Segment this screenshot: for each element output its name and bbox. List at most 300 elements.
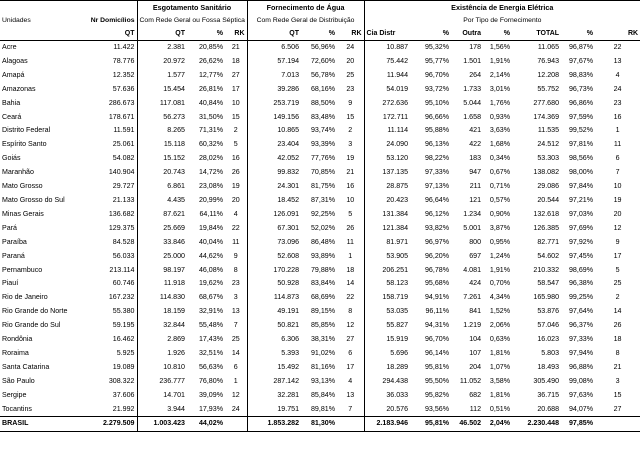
total-cell [337,417,364,432]
row-label: Pará [2,223,17,232]
table-cell: 52,02% [310,223,336,232]
table-cell: 1,56% [489,43,511,51]
table-cell: 3 [348,140,353,149]
table-cell: 96,20% [424,251,450,260]
table-cell: 421 [469,126,482,135]
table-cell: 96,11% [425,307,450,316]
row-label: Pernambuco [2,265,43,274]
subheader-row [0,15,640,27]
table-cell: 149.156 [247,111,301,125]
table-cell: 77,76% [310,154,336,163]
table-cell: 14 [346,279,355,288]
row-label: Piauí [2,279,19,288]
table-cell: 1.577 [137,69,187,83]
table-cell: 211 [469,182,482,191]
table-cell: 15.454 [137,83,187,97]
table-cell: 107 [469,348,482,357]
table-cell: 25 [613,279,622,288]
table-cell: 12,77% [198,70,223,79]
table-cell: 4 [233,209,238,218]
table-cell: 11.065 [537,43,560,51]
table-cell: 94,91% [424,293,450,302]
table-cell: 93,74% [310,126,336,135]
table-cell: 213.114 [109,265,135,274]
table-cell: 54.082 [112,154,135,163]
row-label: Amapá [2,70,25,79]
table-cell: 1,68% [489,140,511,149]
table-cell: 137.135 [364,166,410,180]
table-cell: 5 [233,140,238,149]
table-cell: 96,87% [568,43,594,51]
table-cell: 31,50% [198,112,223,121]
table-cell: 129.375 [108,223,135,232]
table-cell: 5.803 [541,348,560,357]
table-cell: 92,25% [310,209,336,218]
table-cell: 697 [469,251,482,260]
table-cell: 170.228 [247,264,301,278]
table-cell: 96,97% [424,237,450,246]
column-header-row [0,27,640,41]
table-cell: 15 [346,112,355,121]
table-cell: 286.673 [108,98,135,107]
table-cell: 20,99% [198,195,223,204]
table-cell: 23 [346,84,355,93]
table-cell: 96,66% [424,112,450,121]
table-cell: 0,51% [489,404,511,413]
table-cell: 1.219 [463,321,482,330]
table-cell: 20.688 [537,404,560,413]
table-cell: 57.046 [537,321,560,330]
table-cell: 73.096 [247,236,301,250]
table-cell: 1.926 [137,347,187,361]
table-cell: 12.208 [537,70,560,79]
table-row [0,250,640,264]
table-cell: 682 [469,390,482,399]
table-cell: 15 [231,112,240,121]
table-cell: 1.501 [463,56,482,65]
table-cell: 0,67% [489,168,511,177]
table-cell: 28,02% [198,154,223,163]
table-cell: 68,67% [198,293,223,302]
table-cell: 8 [233,265,238,274]
row-label: Rio de Janeiro [2,293,48,302]
table-cell: 15.919 [364,333,410,347]
table-cell: 11.052 [459,376,482,385]
table-cell: 20 [231,195,240,204]
table-cell: 800 [469,237,482,246]
table-cell: 93,39% [310,140,336,149]
table-cell: 56,78% [310,70,336,79]
table-cell: 24 [231,404,240,413]
table-cell: 236.777 [137,375,187,389]
table-cell: 97,33% [568,335,594,344]
table-cell: 96,88% [568,362,594,371]
table-cell: 71,31% [198,126,223,135]
table-cell: 98,56% [568,154,594,163]
table-cell: 99.832 [247,166,301,180]
table-cell: 36.715 [537,390,560,399]
table-row [0,305,640,319]
table-cell: 57.194 [247,55,301,69]
table-cell: 16 [231,154,240,163]
table-cell: 26,62% [198,56,223,65]
row-label: Rondônia [2,335,33,344]
agua-group-header: Fornecimento de Água [247,1,364,16]
table-cell: 20.972 [137,55,187,69]
table-cell: 97,92% [568,237,594,246]
table-cell: 87,31% [310,195,336,204]
table-cell: 42.052 [247,152,301,166]
table-cell: 178 [469,43,482,51]
table-cell: 26 [613,321,622,330]
table-cell: 121 [469,195,482,204]
table-cell: 11.918 [137,277,187,291]
row-label: Mato Grosso [2,182,43,191]
row-label: Minas Gerais [2,209,44,218]
table-row [0,264,640,278]
table-cell: 17,93% [198,404,223,413]
table-cell: 95,68% [424,279,450,288]
column-header: TOTAL [536,30,560,37]
table-cell: 96,86% [568,98,594,107]
table-cell: 15.492 [247,361,301,375]
table-cell: 1,52% [489,307,511,316]
column-header: RK [351,30,362,37]
table-cell: 23 [231,279,240,288]
table-cell: 10.810 [137,361,187,375]
table-cell: 24.301 [247,180,301,194]
table-cell: 18.493 [537,362,560,371]
table-row [0,403,640,417]
table-cell: 947 [469,168,482,177]
table-cell: 91,02% [310,348,336,357]
esgotamento-group-header: Esgotamento Sanitário [137,1,247,16]
table-cell: 3 [615,376,620,385]
table-cell: 4.435 [137,194,187,208]
row-label: Rio Grande do Sul [2,321,61,330]
table-cell: 16.462 [112,335,135,344]
table-cell: 98,22% [424,154,450,163]
table-cell: 99,08% [568,376,594,385]
table-cell: 6.506 [247,41,301,55]
table-cell: 7.261 [463,293,482,302]
table-cell: 97,84% [568,182,594,191]
total-cell: 95,81% [410,417,451,432]
table-cell: 99,25% [568,293,594,302]
table-cell: 18 [613,335,622,344]
column-header: Cia Distr [364,27,410,41]
table-cell: 50.821 [247,319,301,333]
table-cell: 17 [346,362,355,371]
table-cell: 23.404 [247,138,301,152]
table-cell: 27 [613,404,622,413]
table-cell: 158.719 [364,291,410,305]
row-label: Amazonas [2,84,36,93]
group-header-row [0,1,640,16]
table-cell: 22 [613,43,622,51]
table-cell: 1 [348,251,353,260]
table-cell: 53.905 [364,250,410,264]
table-cell: 67.301 [247,222,301,236]
table-cell: 2,06% [489,321,511,330]
table-cell: 18 [346,265,355,274]
table-row [0,41,640,55]
energia-subheader: Por Tipo de Fornecimento [364,15,640,27]
table-cell: 21.992 [112,404,135,413]
total-cell: 2.279.509 [78,417,137,432]
table-cell: 53.120 [364,152,410,166]
table-cell: 1,91% [489,265,511,274]
table-cell: 81,16% [310,362,336,371]
table-cell: 17 [613,251,622,260]
table-cell: 98.197 [137,264,187,278]
table-cell: 26 [231,168,240,177]
table-cell: 32.844 [137,319,187,333]
table-cell: 97,63% [568,390,594,399]
table-cell: 167.232 [108,293,135,302]
table-cell: 5.696 [364,347,410,361]
table-cell: 70,85% [310,168,336,177]
table-cell: 98,00% [568,168,594,177]
energia-group-header: Existência de Energia Elétrica [364,1,640,16]
table-cell: 59.195 [112,321,135,330]
table-row [0,138,640,152]
table-cell: 68,69% [310,293,336,302]
row-label: São Paulo [2,376,35,385]
table-cell: 0,71% [489,182,511,191]
row-label: Goiás [2,154,21,163]
total-cell [225,417,247,432]
table-cell: 22 [231,223,240,232]
table-cell: 1,76% [489,98,511,107]
table-cell: 14,72% [198,168,223,177]
table-cell: 10 [346,195,355,204]
table-cell: 17,43% [198,335,223,344]
table-cell: 55.380 [112,307,135,316]
table-cell: 841 [469,307,482,316]
row-label: Distrito Federal [2,126,51,135]
table-cell: 44,62% [198,251,223,260]
table-cell: 97,64% [568,307,594,316]
table-cell: 56,96% [310,43,336,51]
table-cell: 46,08% [198,265,223,274]
row-label: Tocantins [2,404,32,413]
table-cell: 97,33% [424,168,450,177]
total-cell: 1.003.423 [137,417,187,432]
table-cell: 56,63% [198,362,223,371]
table-cell: 97,21% [568,195,594,204]
table-cell: 3,58% [489,376,511,385]
table-cell: 32,91% [198,307,223,316]
table-cell: 2.381 [137,41,187,55]
table-row [0,222,640,236]
table-cell: 55,48% [198,321,223,330]
table-cell: 26,81% [198,84,223,93]
table-cell: 16.023 [537,335,560,344]
table-cell: 81.971 [364,236,410,250]
table-cell: 9 [615,237,620,246]
table-cell: 53.303 [537,154,560,163]
total-cell: 2.183.946 [364,417,410,432]
table-cell: 1,24% [489,251,511,260]
table-cell: 25 [231,335,240,344]
table-cell: 305.490 [533,376,560,385]
table-cell: 172.711 [364,111,410,125]
table-cell: 93,72% [424,84,450,93]
table-cell: 33.846 [137,236,187,250]
table-cell: 85,85% [310,321,336,330]
table-cell: 54.602 [537,251,560,260]
table-cell: 308.322 [108,376,135,385]
table-row [0,208,640,222]
total-cell: 97,85% [561,417,595,432]
table-cell: 84.528 [112,237,135,246]
table-cell: 32,51% [198,348,223,357]
table-cell: 12 [346,321,355,330]
table-cell: 97,03% [568,209,594,218]
table-cell: 93,13% [310,376,336,385]
table-cell: 19 [613,195,622,204]
table-cell: 39.286 [247,83,301,97]
table-cell: 4,34% [489,293,511,302]
table-cell: 98,69% [568,265,594,274]
table-cell: 136.682 [108,209,135,218]
table-body [0,41,640,417]
table-cell: 1,91% [489,56,511,65]
table-cell: 4 [615,70,620,79]
table-cell: 64,11% [199,209,223,218]
table-cell: 29.727 [112,182,135,191]
table-cell: 11.944 [364,69,410,83]
row-label: Maranhão [2,168,34,177]
table-cell: 11 [232,237,240,246]
table-cell: 1.234 [463,209,482,218]
table-row [0,375,640,389]
table-cell: 94,31% [424,321,450,330]
table-cell: 96,37% [568,321,594,330]
table-cell: 68,16% [310,84,336,93]
table-cell: 95,82% [424,390,450,399]
column-header: % [503,30,511,37]
table-cell: 178.671 [108,112,135,121]
table-cell: 40,04% [198,237,223,246]
table-cell: 23 [613,98,622,107]
table-cell: 36.033 [364,389,410,403]
table-cell: 78.776 [112,56,135,65]
table-cell: 72,60% [310,56,336,65]
table-cell: 95,10% [424,98,450,107]
table-cell: 183 [469,154,482,163]
table-row [0,124,640,138]
table-cell: 3,87% [489,223,511,232]
table-cell: 89,81% [310,404,336,413]
table-cell: 0,70% [489,279,511,288]
column-header: QT [137,27,187,41]
table-cell: 97,67% [568,56,594,65]
table-cell: 264 [469,70,482,79]
table-cell: 12 [231,390,240,399]
table-cell: 96,13% [424,140,450,149]
table-row [0,319,640,333]
table-cell: 97,81% [568,140,594,149]
table-cell: 11.114 [364,124,410,138]
row-label: Bahia [2,98,21,107]
table-cell: 5.925 [116,348,135,357]
table-row [0,389,640,403]
agua-subheader: Com Rede Geral de Distribuição [247,15,364,27]
table-cell: 3,01% [489,84,511,93]
table-cell: 24.090 [364,138,410,152]
table-row [0,166,640,180]
table-cell: 7 [615,168,620,177]
table-cell: 9 [348,98,353,107]
total-cell: 81,30% [301,417,337,432]
table-cell: 1,81% [489,390,511,399]
table-cell: 11 [613,140,622,149]
total-cell: 1.853.282 [247,417,301,432]
table-cell: 10.865 [247,124,301,138]
table-cell: 17 [231,84,240,93]
table-cell: 53.035 [364,305,410,319]
table-cell: 25.669 [137,222,187,236]
row-label: Paraná [2,251,25,260]
table-cell: 95,32% [424,43,450,51]
nr-domicilios-header: Nr Domicílios [90,17,135,24]
table-cell: 96,70% [424,335,450,344]
table-row [0,194,640,208]
table-cell: 76,80% [198,376,223,385]
table-cell: 20.544 [537,195,560,204]
table-cell: 9 [233,251,238,260]
table-cell: 3,63% [489,126,511,135]
table-cell: 49.191 [247,305,301,319]
table-cell: 1.658 [463,112,482,121]
table-cell: 19,62% [198,279,223,288]
table-cell: 5.044 [463,98,482,107]
table-cell: 25.061 [112,140,135,149]
esgotamento-subheader: Com Rede Geral ou Fossa Séptica [137,15,247,27]
row-label: Acre [2,43,17,51]
row-label: Roraima [2,348,29,357]
column-header: RK [234,30,245,37]
table-cell: 0,63% [489,335,511,344]
table-cell: 88,50% [310,98,336,107]
table-cell: 58.123 [364,277,410,291]
table-cell: 19 [346,154,355,163]
table-cell: 0,34% [489,154,511,163]
table-cell: 98,83% [568,70,594,79]
table-cell: 0,57% [489,195,511,204]
table-cell: 287.142 [247,375,301,389]
table-cell: 112 [469,404,482,413]
table-cell: 96,12% [424,209,450,218]
table-row [0,55,640,69]
table-cell: 95,81% [424,362,450,371]
table-row [0,333,640,347]
table-cell: 2 [348,126,353,135]
table-cell: 96,14% [424,348,450,357]
row-label: Mato Grosso do Sul [2,195,65,204]
total-cell: 2,04% [483,417,512,432]
table-cell: 95,50% [424,376,450,385]
column-header: Outra [462,30,482,37]
table-cell: 6 [233,362,238,371]
table-cell: 7 [348,404,353,413]
table-cell: 20,85% [198,43,223,51]
table-cell: 114.830 [137,291,187,305]
table-cell: 6 [615,154,620,163]
table-row [0,347,640,361]
